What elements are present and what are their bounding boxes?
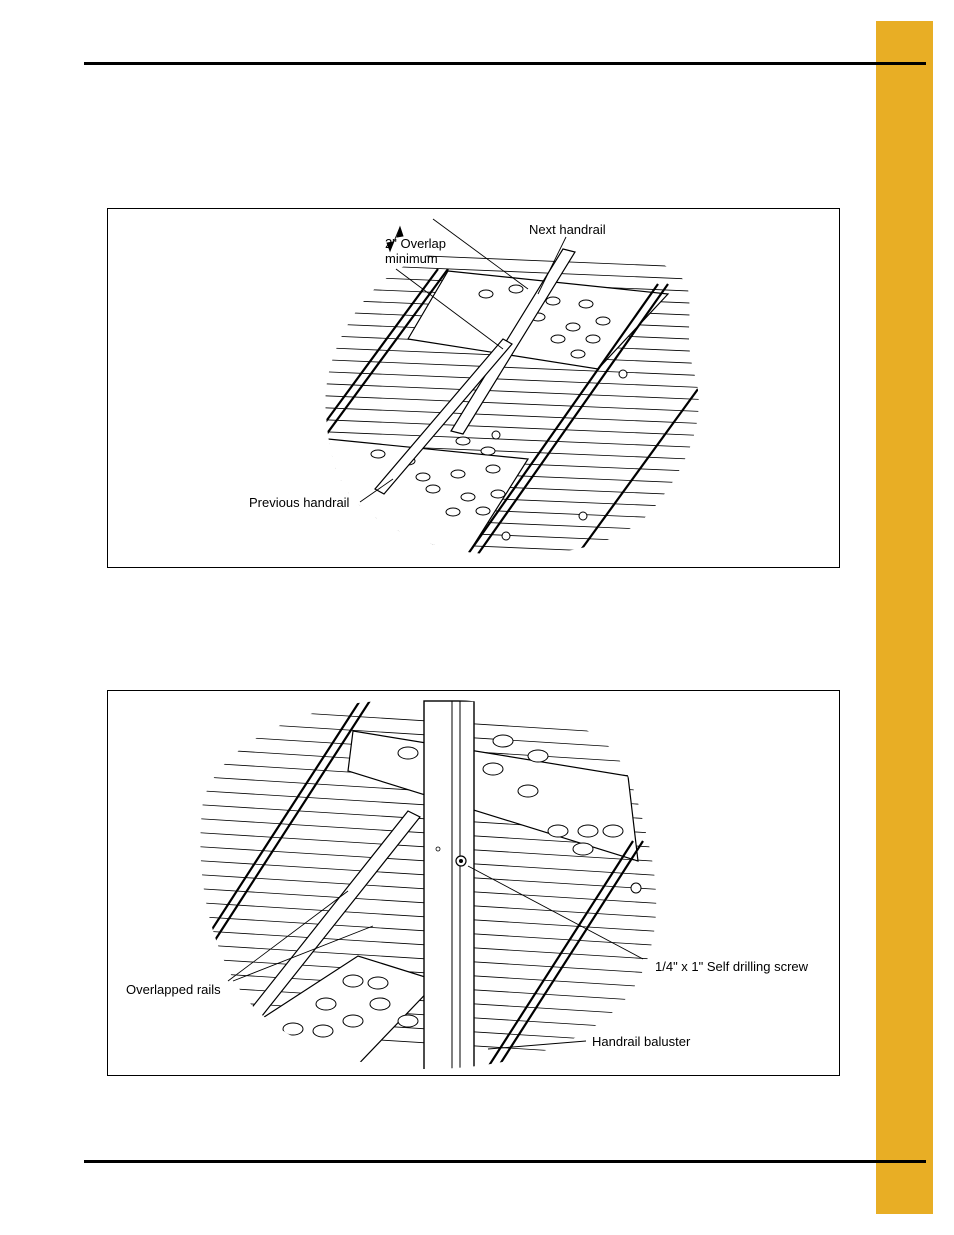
baluster-label: Handrail baluster: [592, 1034, 691, 1049]
overlap-label: 2" Overlap: [385, 236, 446, 251]
handrail-screw-illustration: [108, 691, 839, 1075]
overlapped-rails-label: Overlapped rails: [126, 982, 221, 997]
section-tab: [876, 21, 933, 1214]
figure-handrail-overlap: [107, 208, 840, 568]
footer-rule: [84, 1160, 926, 1163]
figure-handrail-screw: [107, 690, 840, 1076]
screw-label: 1/4" x 1" Self drilling screw: [655, 959, 809, 974]
overlap-minimum-label: minimum: [385, 251, 438, 266]
handrail-overlap-illustration: [108, 209, 839, 567]
previous-handrail-label: Previous handrail: [249, 495, 350, 510]
next-handrail-label: Next handrail: [529, 222, 606, 237]
header-rule: [84, 62, 926, 65]
